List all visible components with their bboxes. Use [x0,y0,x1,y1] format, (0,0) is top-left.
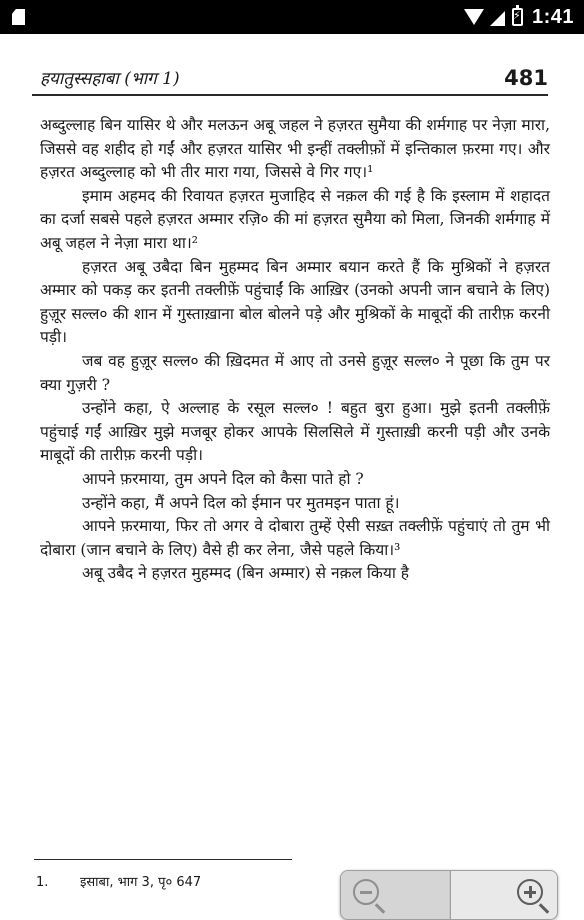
paragraph: जब वह हुज़ूर सल्ल० की ख़िदमत में आए तो उनसे हुज़ूर सल्ल० ने पूछा कि तुम पर क्या गुज़री ? [40,351,550,394]
status-time: 1:41 [531,5,574,28]
paragraph: इमाम अहमद की रिवायत हज़रत मुजाहिद से नक़ल की गई है कि इस्लाम में शहादत का दर्जा सबसे पहले हज़रत अम्मार रज़ि० की मां हज़रत सुमैया को मिला, जिनकी शर्मगाह में अबू जहल ने नेज़ा मारा था।² [40,186,550,252]
running-head [32,64,548,96]
notification-area [12,9,25,25]
paragraph: उन्होंने कहा, ऐ अल्लाह के रसूल सल्ल० ! बहुत बुरा हुआ। मुझे इतनी तक्लीफ़ें पहुंचाई गईं आख़िर मुझे मजबूर होकर आपके सिलसिले में गुस्ताख़ी करनी पड़ी और उनके माबूदों की तारीफ़ करनी पड़ी। [40,399,550,465]
page-number: 481 [504,66,548,90]
zoom-out-icon [353,879,379,905]
zoom-in-button[interactable] [450,871,558,919]
wifi-icon [464,9,484,25]
signal-icon [490,11,505,26]
footnote-divider [34,859,292,860]
paragraph: आपने फ़रमाया, तुम अपने दिल को कैसा पाते हो ? [82,469,364,488]
book-title: हयातुस्सहाबा (भाग 1) [40,69,180,89]
battery-charging-icon [512,8,523,26]
sd-card-icon [12,9,25,25]
body-text [40,114,550,586]
book-page[interactable] [0,34,584,900]
footnote-number: 1. [36,875,49,890]
footnote [36,872,201,890]
zoom-controls [340,870,558,920]
paragraph: आपने फ़रमाया, फिर तो अगर वे दोबारा तुम्हें ऐसी सख़्त तक्लीफ़ें पहुंचाएं तो तुम भी दोबारा (जान बचाने के लिए) वैसे ही कर लेना, जैसे पहले किया।³ [40,517,550,559]
paragraph: अब्दुल्लाह बिन यासिर थे और मलऊन अबू जहल ने हज़रत सुमैया की शर्मगाह पर नेज़ा मारा, जिससे वह शहीद हो गईं और हज़रत यासिर भी इन्हीं तक्लीफ़ों में इन्तिकाल फ़रमा गए। और हज़रत अब्दुल्लाह को भी तीर मारा गया, जिससे वे गिर गए।¹ [40,116,550,182]
paragraph: हज़रत अबू उबैदा बिन मुहम्मद बिन अम्मार बयान करते हैं कि मुश्रिकों ने हज़रत अम्मार को पकड़ कर इतनी तक्लीफ़ें पहुंचाईं कि आख़िर (उनको अपनी जान बचाने के लिए) हुज़ूर सल्ल० की शान में गुस्ताख़ाना बोल बोलने पड़े और मुश्रिकों के माबूदों की तारीफ़ करनी पड़ी। [40,257,550,347]
paragraph: उन्होंने कहा, मैं अपने दिल को ईमान पर मुतमइन पाता हूं। [82,493,400,512]
paragraph: अबू उबैद ने हज़रत मुहम्मद (बिन अम्मार) से नक़ल किया है [82,564,409,583]
system-icons [464,0,574,34]
footnote-text: इसाबा, भाग 3, पृ० 647 [80,875,202,890]
zoom-out-button[interactable] [341,871,449,919]
status-bar [0,0,584,34]
zoom-in-icon [517,879,543,905]
